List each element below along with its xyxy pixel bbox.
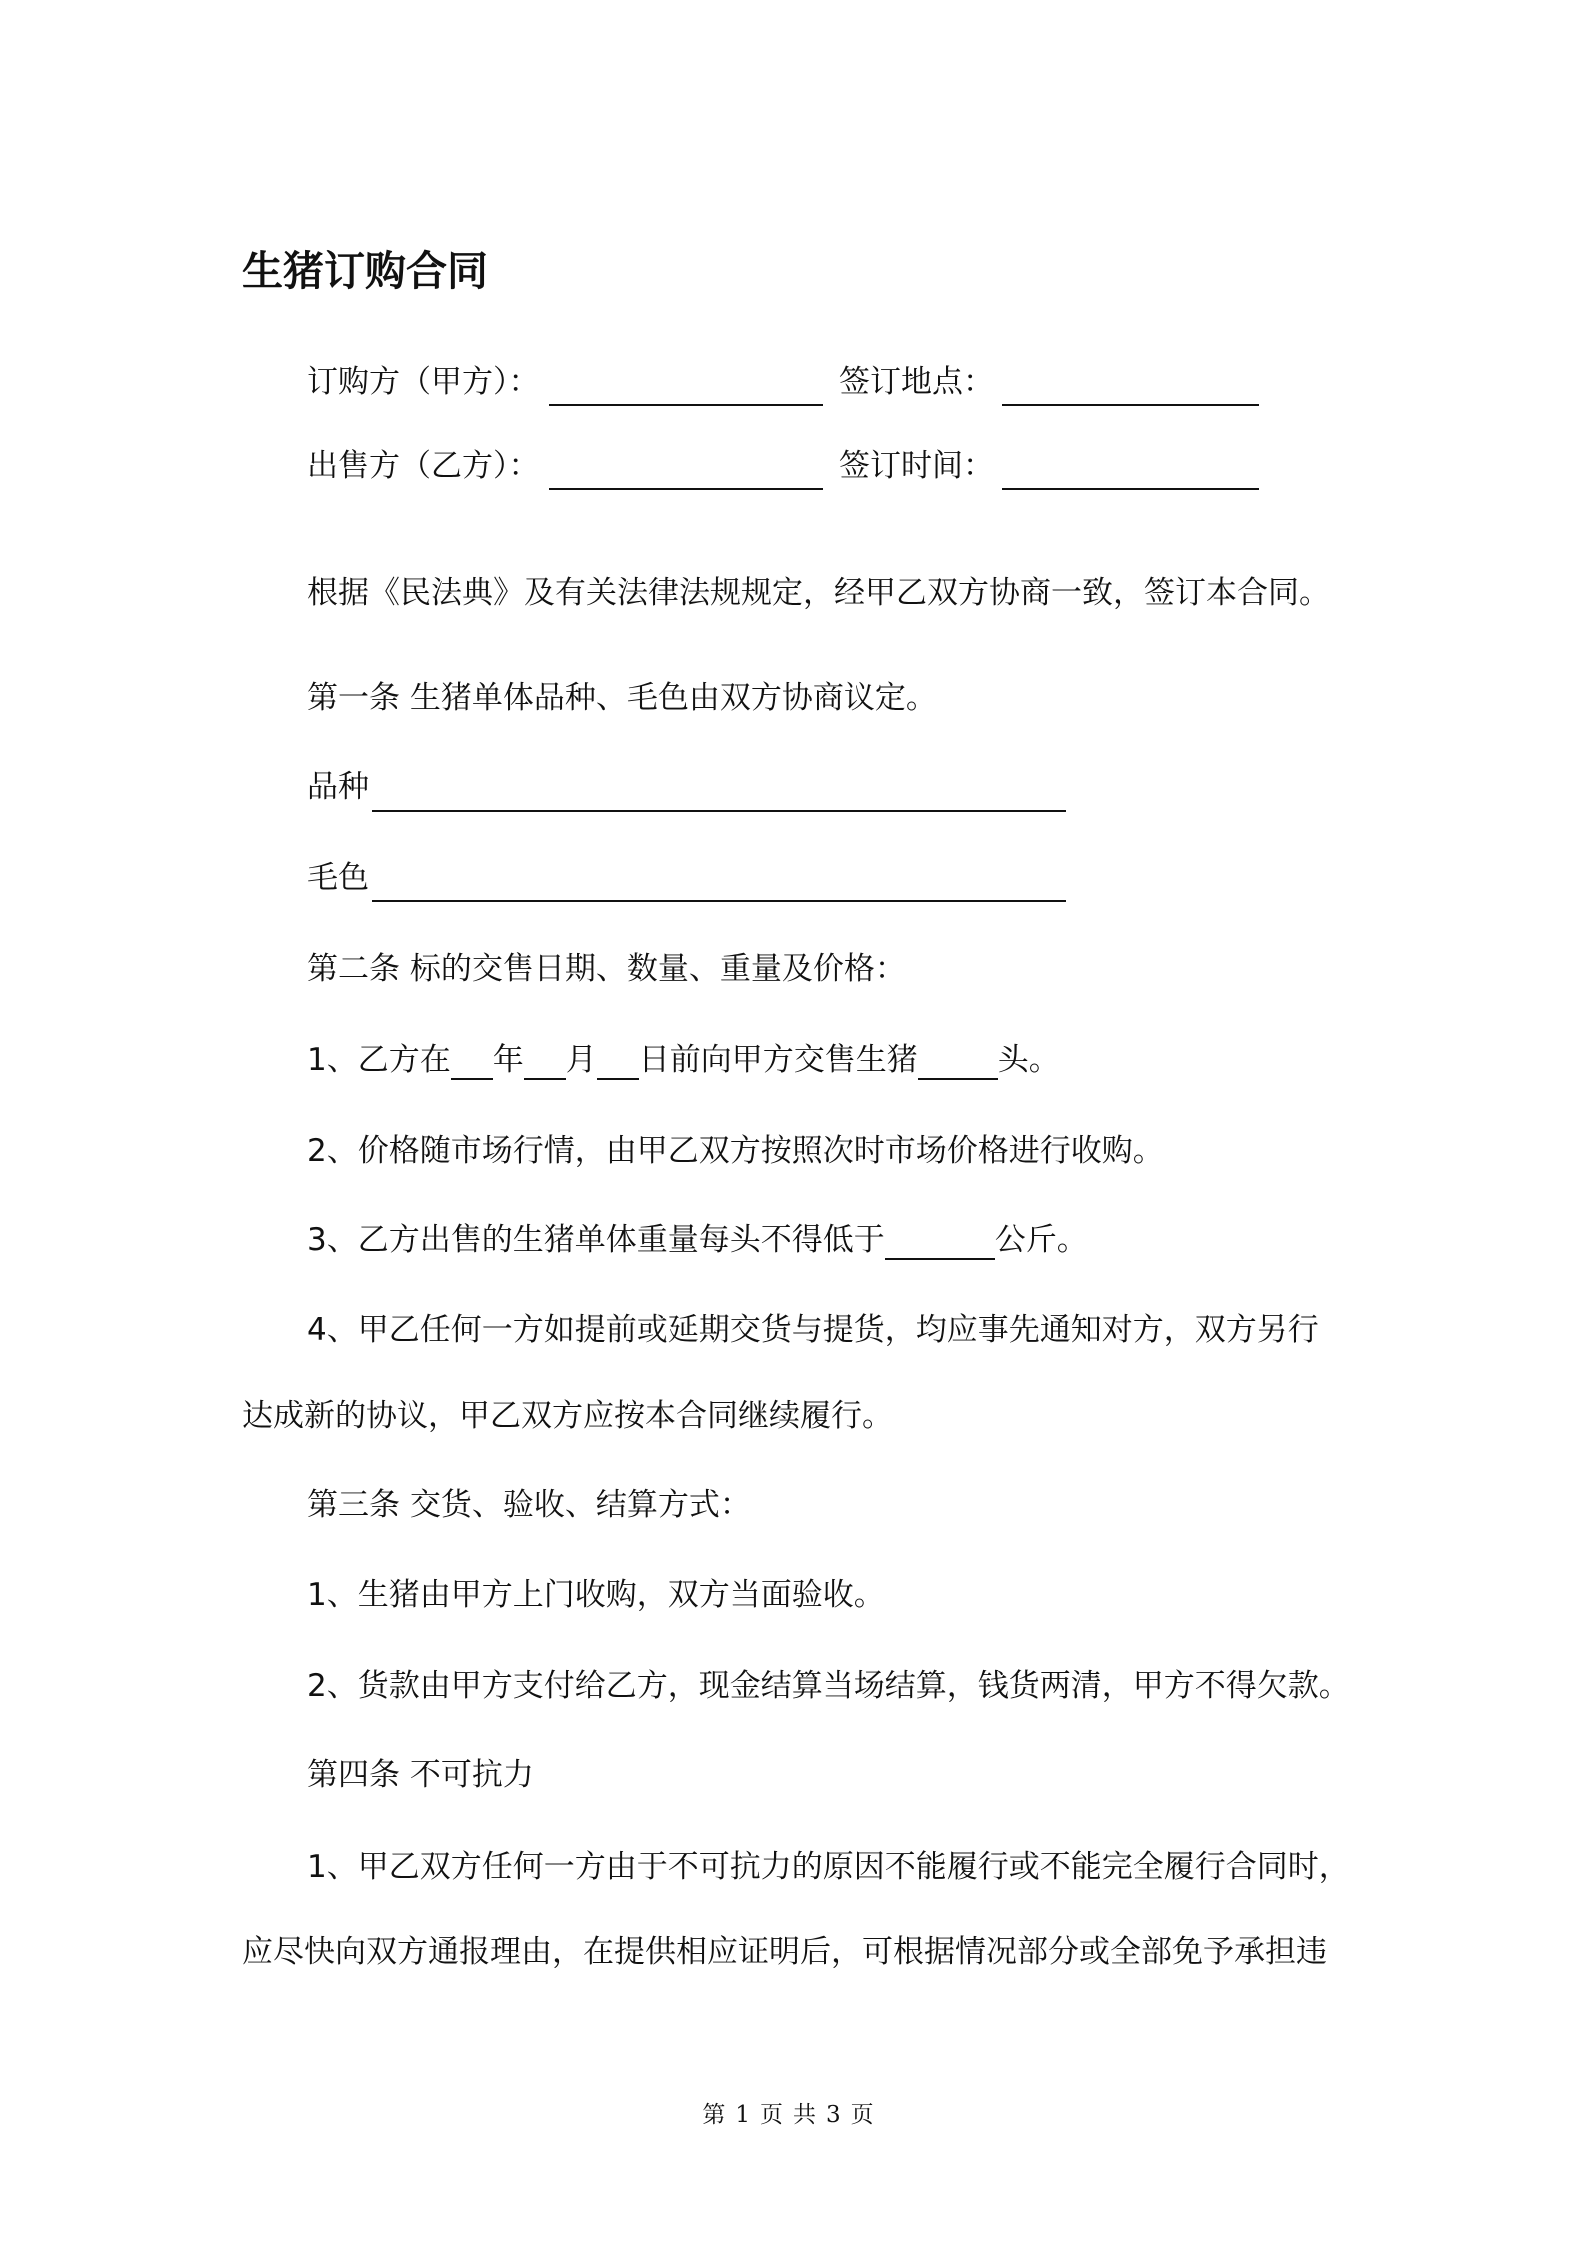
- document-title: 生猪订购合同: [242, 247, 488, 295]
- article3-item2: 2、货款由甲方支付给乙方，现金结算当场结算，钱货两清，甲方不得欠款。: [307, 1668, 1350, 1704]
- page-number: 1: [735, 2102, 750, 2128]
- article2-item4-line2: 达成新的协议，甲乙双方应按本合同继续履行。: [242, 1398, 893, 1434]
- article2-item2: 2、价格随市场行情，由甲乙双方按照次时市场价格进行收购。: [307, 1133, 1164, 1169]
- seller-field-blank[interactable]: [549, 488, 823, 490]
- item1-text-a: 1、乙方在: [307, 1042, 451, 1078]
- article2-item3: [307, 1220, 1088, 1260]
- article4-item1-line1: 1、甲乙双方任何一方由于不可抗力的原因不能履行或不能完全履行合同时，: [307, 1849, 1350, 1885]
- footer-text: 第: [702, 2102, 726, 2128]
- article1-heading: 第一条 生猪单体品种、毛色由双方协商议定。: [307, 680, 937, 716]
- place-field-blank[interactable]: [1002, 404, 1259, 406]
- footer-text: 页: [760, 2102, 783, 2128]
- day-blank[interactable]: [597, 1044, 639, 1080]
- item1-text-e: 头。: [997, 1042, 1060, 1078]
- buyer-field-blank[interactable]: [549, 404, 823, 406]
- breed-label: 品种: [307, 769, 369, 805]
- time-field-blank[interactable]: [1002, 488, 1259, 490]
- breed-blank[interactable]: [372, 810, 1066, 812]
- footer-text: 共: [793, 2102, 816, 2128]
- weight-blank[interactable]: [885, 1224, 995, 1260]
- item3-text-b: 公斤。: [994, 1222, 1088, 1258]
- item3-text-a: 3、乙方出售的生猪单体重量每头不得低于: [307, 1222, 885, 1258]
- seller-field-label: 出售方（乙方）：: [307, 448, 540, 484]
- buyer-field-label: 订购方（甲方）：: [307, 364, 540, 400]
- page-footer: [0, 2096, 1586, 2129]
- head-count-blank[interactable]: [918, 1044, 998, 1080]
- article2-heading: 第二条 标的交售日期、数量、重量及价格：: [307, 951, 906, 987]
- total-pages: 3: [826, 2102, 841, 2128]
- article2-item1: [307, 1040, 1060, 1080]
- article4-heading: 第四条 不可抗力: [307, 1757, 534, 1793]
- year-blank[interactable]: [451, 1044, 493, 1080]
- footer-text: 页: [850, 2102, 874, 2128]
- month-blank[interactable]: [524, 1044, 566, 1080]
- color-label: 毛色: [307, 860, 369, 896]
- color-blank[interactable]: [372, 900, 1066, 902]
- item1-text-c: 月: [565, 1042, 597, 1078]
- article3-heading: 第三条 交货、验收、结算方式：: [307, 1487, 751, 1523]
- time-field-label: 签订时间：: [839, 448, 994, 484]
- preamble: 根据《民法典》及有关法律法规规定，经甲乙双方协商一致，签订本合同。: [307, 575, 1330, 611]
- article4-item1-line2: 应尽快向双方通报理由，在提供相应证明后，可根据情况部分或全部免予承担违: [242, 1934, 1327, 1970]
- article2-item4-line1: 4、甲乙任何一方如提前或延期交货与提货，均应事先通知对方，双方另行: [307, 1312, 1319, 1348]
- item1-text-b: 年: [492, 1042, 524, 1078]
- item1-text-d: 日前向甲方交售生猪: [638, 1042, 918, 1078]
- place-field-label: 签订地点：: [839, 364, 994, 400]
- article3-item1: 1、生猪由甲方上门收购，双方当面验收。: [307, 1577, 885, 1613]
